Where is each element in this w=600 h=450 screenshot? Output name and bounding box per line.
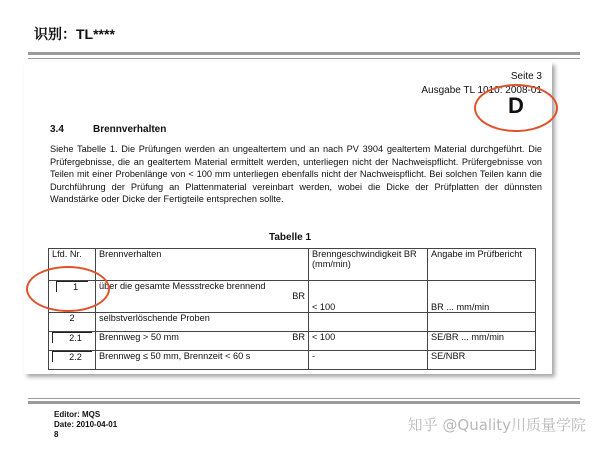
footer-rule	[28, 401, 580, 404]
footer	[54, 410, 117, 440]
header-behavior: Brennverhalten	[96, 249, 309, 281]
header-rule-thin	[28, 58, 580, 59]
section-title: Brennverhalten	[93, 124, 167, 135]
row-no-cell	[49, 351, 96, 370]
row-desc-cell	[96, 281, 309, 313]
row-no: 2.1	[52, 332, 92, 343]
row-desc: Brennweg > 50 mm	[99, 332, 179, 342]
table-row	[49, 351, 536, 370]
slide-title: 识别：TL****	[34, 26, 115, 42]
version-marker: D	[508, 93, 524, 118]
table-header-row	[49, 249, 536, 281]
row-desc: Brennweg ≤ 50 mm, Brennzeit < 60 s	[96, 351, 309, 370]
table-row	[49, 281, 536, 313]
header-speed: Brenngeschwindigkeit BR (mm/min)	[309, 249, 428, 281]
row-report: SE/NBR	[428, 351, 536, 370]
row-speed: < 100	[309, 332, 428, 351]
row-desc: selbstverlöschende Proben	[96, 313, 309, 332]
row-no: 2.2	[52, 351, 92, 362]
row-speed: -	[309, 351, 428, 370]
header-report: Angabe im Prüfbericht	[428, 249, 536, 281]
row-speed	[309, 313, 428, 332]
header-no: Lfd. Nr.	[49, 249, 96, 281]
row-desc-tag: BR	[292, 291, 305, 301]
row-desc: über die gesamte Messstrecke brennend	[99, 281, 266, 291]
footer-page: 8	[54, 430, 59, 439]
row-report: SE/BR ... mm/min	[428, 332, 536, 351]
footer-date: Date: 2010-04-01	[54, 420, 118, 429]
page-label: Seite 3	[510, 71, 542, 82]
table-row	[49, 332, 536, 351]
highlight-circle-row1	[26, 266, 110, 312]
table-row	[49, 313, 536, 332]
row-report: BR ... mm/min	[428, 281, 536, 313]
row-no: 2	[49, 313, 96, 332]
footer-rule-thin	[28, 398, 580, 399]
section-paragraph: Siehe Tabelle 1. Die Prüfungen werden an ungealtertem und an nach PV 3904 gealtertem Material durchgeführt. Die Prüfergebnisse, die an gealtertem Material ermittelt werden, unterliegen nicht der Nachweispflicht. Prüfergebnisse von Teilen mit einer Probenlänge von < 100 mm unterliegen ebenfalls nicht der Nachweispflicht. Bei solchen Teilen kann die Durchführung der Prüfung an Plattenmaterial vereinbart werden, wobei die Dicke der Prüfplatten der dünnsten Wandstärke oder Dicke der Fertigteile entsprechen sollte.	[50, 144, 542, 205]
burning-behavior-table	[48, 248, 536, 370]
watermark: 知乎 @Quality川质量学院	[407, 416, 586, 434]
table-caption: Tabelle 1	[268, 232, 312, 243]
row-report	[428, 313, 536, 332]
header-rule	[28, 52, 580, 55]
row-no-cell	[49, 332, 96, 351]
issue-label: Ausgabe TL 1010: 2008-01	[421, 85, 542, 96]
row-desc-tag: BR	[292, 332, 305, 342]
row-desc-cell	[96, 332, 309, 351]
row-no: 1	[56, 281, 88, 292]
section-number: 3.4	[50, 124, 64, 135]
row-speed: < 100	[309, 281, 428, 313]
footer-editor: Editor: MQS	[54, 410, 101, 419]
